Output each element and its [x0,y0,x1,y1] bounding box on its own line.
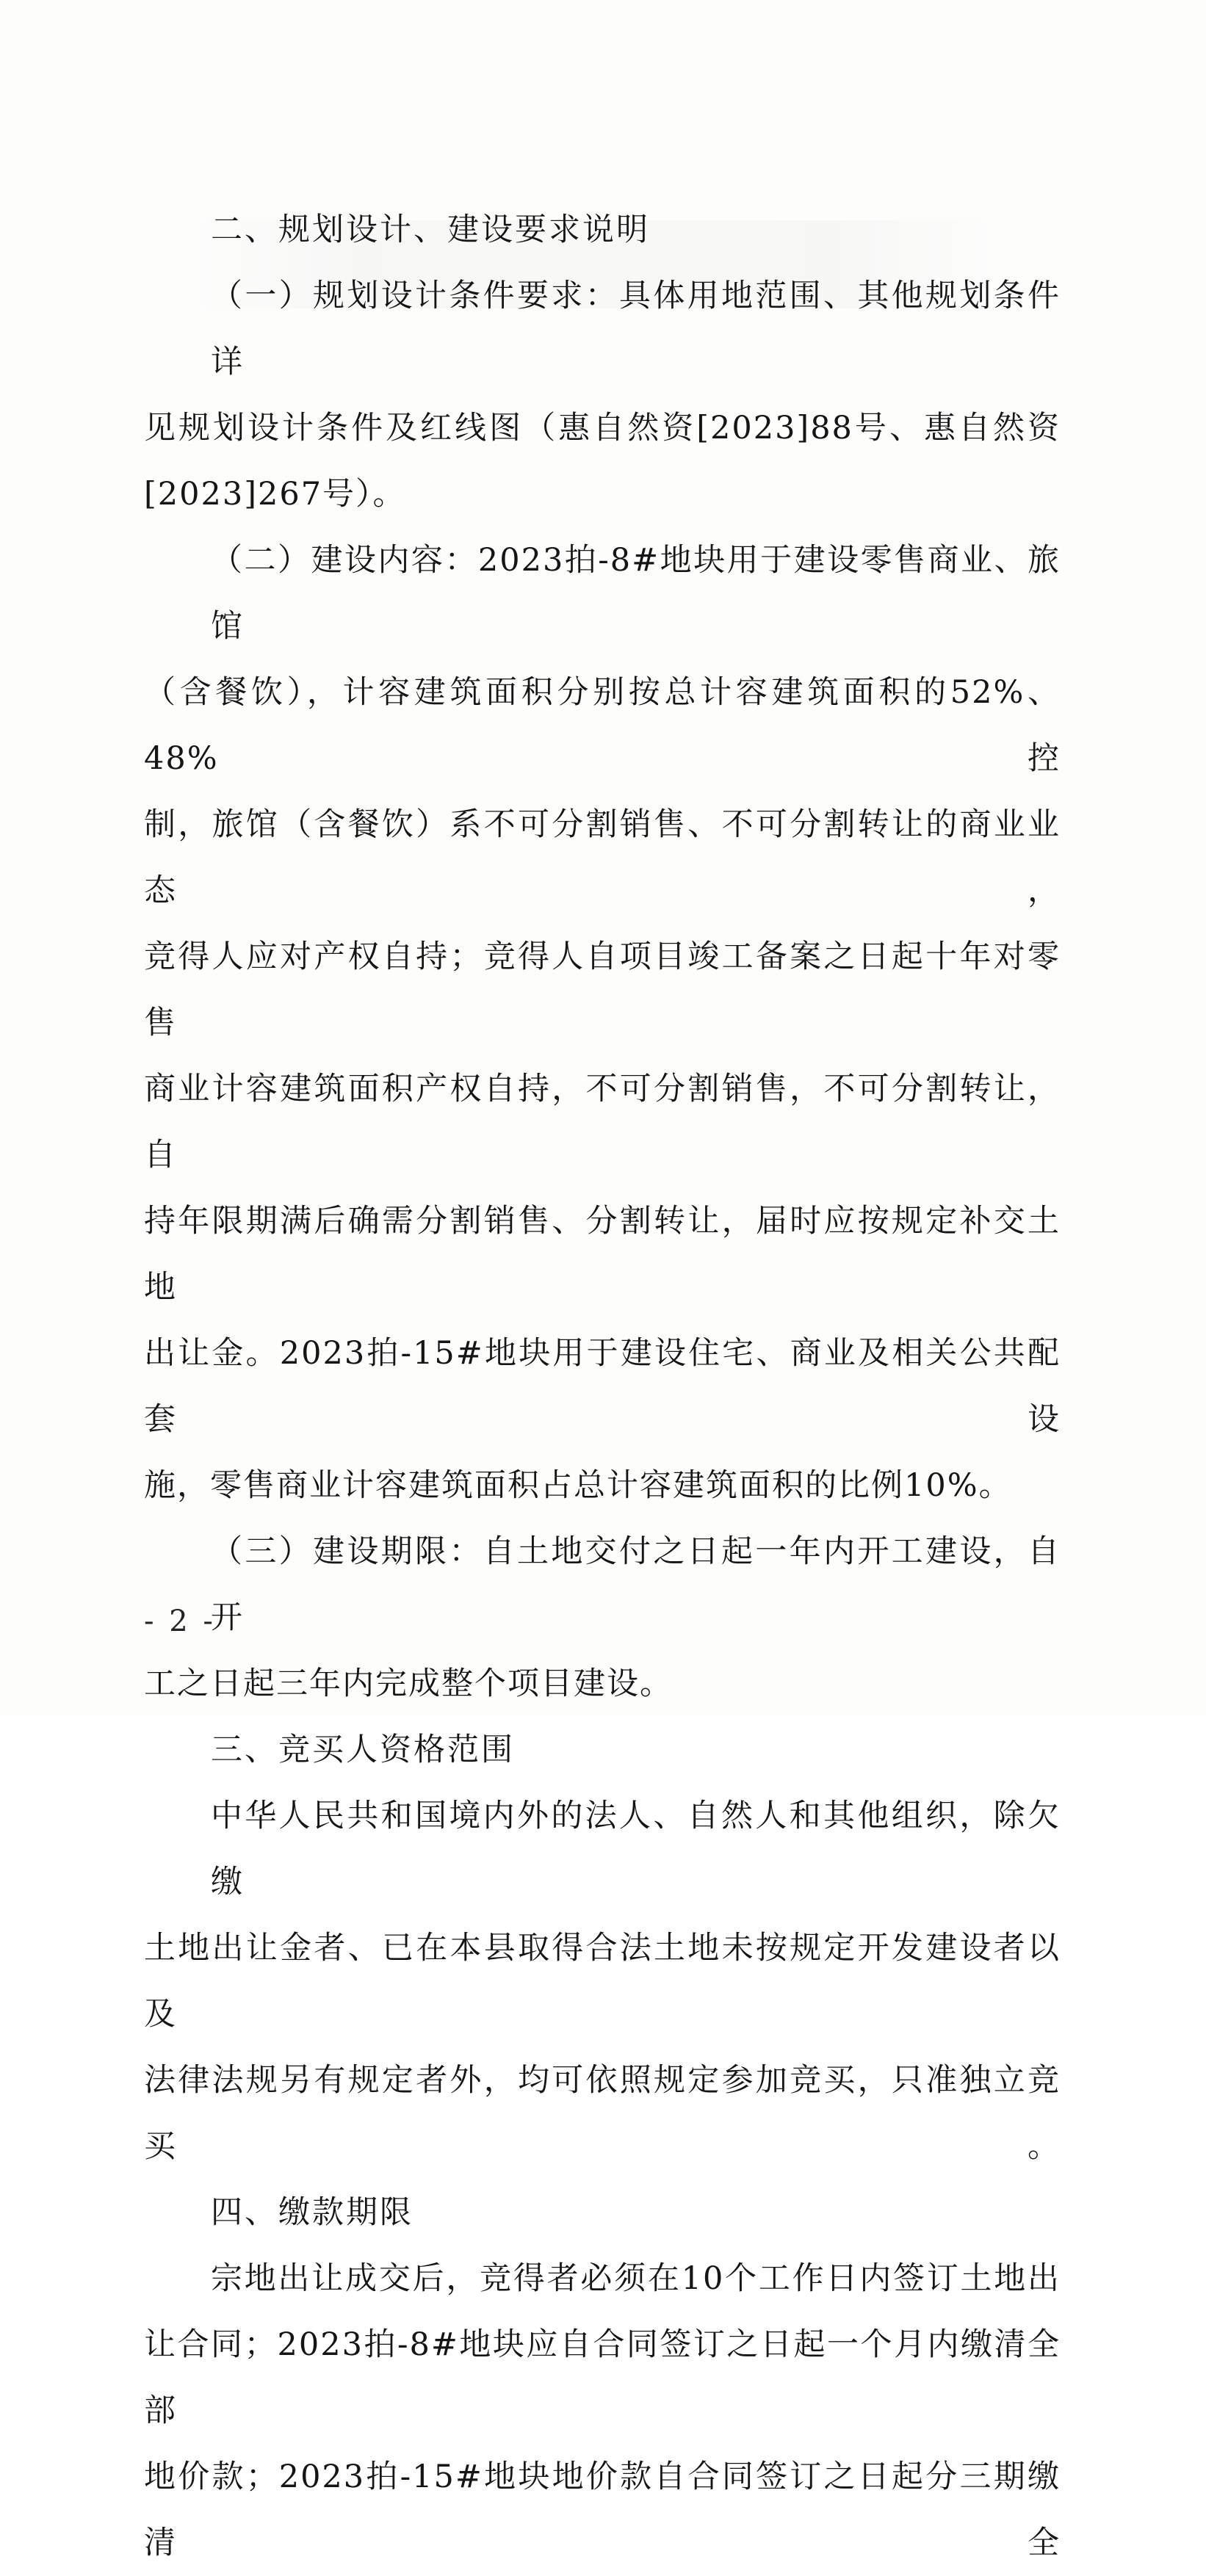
paragraph-line: （含餐饮），计容建筑面积分别按总计容建筑面积的52%、48%控 [144,674,1061,777]
paragraph-line: 中华人民共和国境内外的法人、自然人和其他组织，除欠缴 [211,1798,1061,1900]
section-heading: 四、缴款期限 [211,2194,414,2231]
paragraph-line: 工之日起三年内完成整个项目建设。 [144,1665,673,1702]
paragraph-line: 持年限期满后确需分割销售、分割转让，届时应按规定补交土地 [144,1203,1061,1306]
section-bidder-qualification [144,1717,1061,2179]
section-heading: 二、规划设计、建设要求说明 [211,211,650,248]
paragraph-line: 宗地出让成交后，竞得者必须在10个工作日内签订土地出 [211,2260,1061,2297]
paragraph-line: 制，旅馆（含餐饮）系不可分割销售、不可分割转让的商业业态， [144,806,1061,909]
paragraph-line: 让合同；2023拍-8#地块应自合同签订之日起一个月内缴清全部 [144,2326,1061,2429]
paragraph-construction-content [144,527,1061,1519]
paragraph-line: 施，零售商业计容建筑面积占总计容建筑面积的比例10%。 [144,1467,1012,1504]
section-heading: 三、竞买人资格范围 [211,1732,515,1768]
section-planning-requirements [144,197,1061,1717]
paragraph-line: 竞得人应对产权自持；竞得人自项目竣工备案之日起十年对零售 [144,938,1061,1041]
paragraph-line: （三）建设期限：自土地交付之日起一年内开工建设，自开 [211,1533,1061,1636]
paragraph-line: 地价款；2023拍-15#地块地价款自合同签订之日起分三期缴清全 [144,2459,1061,2561]
paragraph-line: 商业计容建筑面积产权自持，不可分割销售，不可分割转让，自 [144,1071,1061,1173]
paragraph-line: （二）建设内容：2023拍-8#地块用于建设零售商业、旅馆 [211,542,1061,645]
paragraph-line: 见规划设计条件及红线图（惠自然资[2023]88号、惠自然资 [144,410,1061,446]
paragraph-line: 土地出让金者、已在本县取得合法土地未按规定开发建设者以及 [144,1930,1061,2033]
paragraph-planning-conditions [144,263,1061,527]
paragraph-payment-deadline [144,2246,1061,2576]
paragraph-line: [2023]267号）。 [144,476,406,513]
document-body [144,197,1061,2576]
paragraph-line: 出让金。2023拍-15#地块用于建设住宅、商业及相关公共配套设 [144,1335,1061,1438]
section-payment-deadline [144,2179,1061,2576]
paragraph-line: （一）规划设计条件要求：具体用地范围、其他规划条件详 [211,278,1061,380]
paragraph-construction-period [144,1519,1061,1717]
paragraph-bidder-qualification [144,1783,1061,2179]
page-number: - 2 - [144,1604,216,1638]
paragraph-line: 法律法规另有规定者外，均可依照规定参加竞买，只准独立竞买。 [144,2062,1061,2165]
